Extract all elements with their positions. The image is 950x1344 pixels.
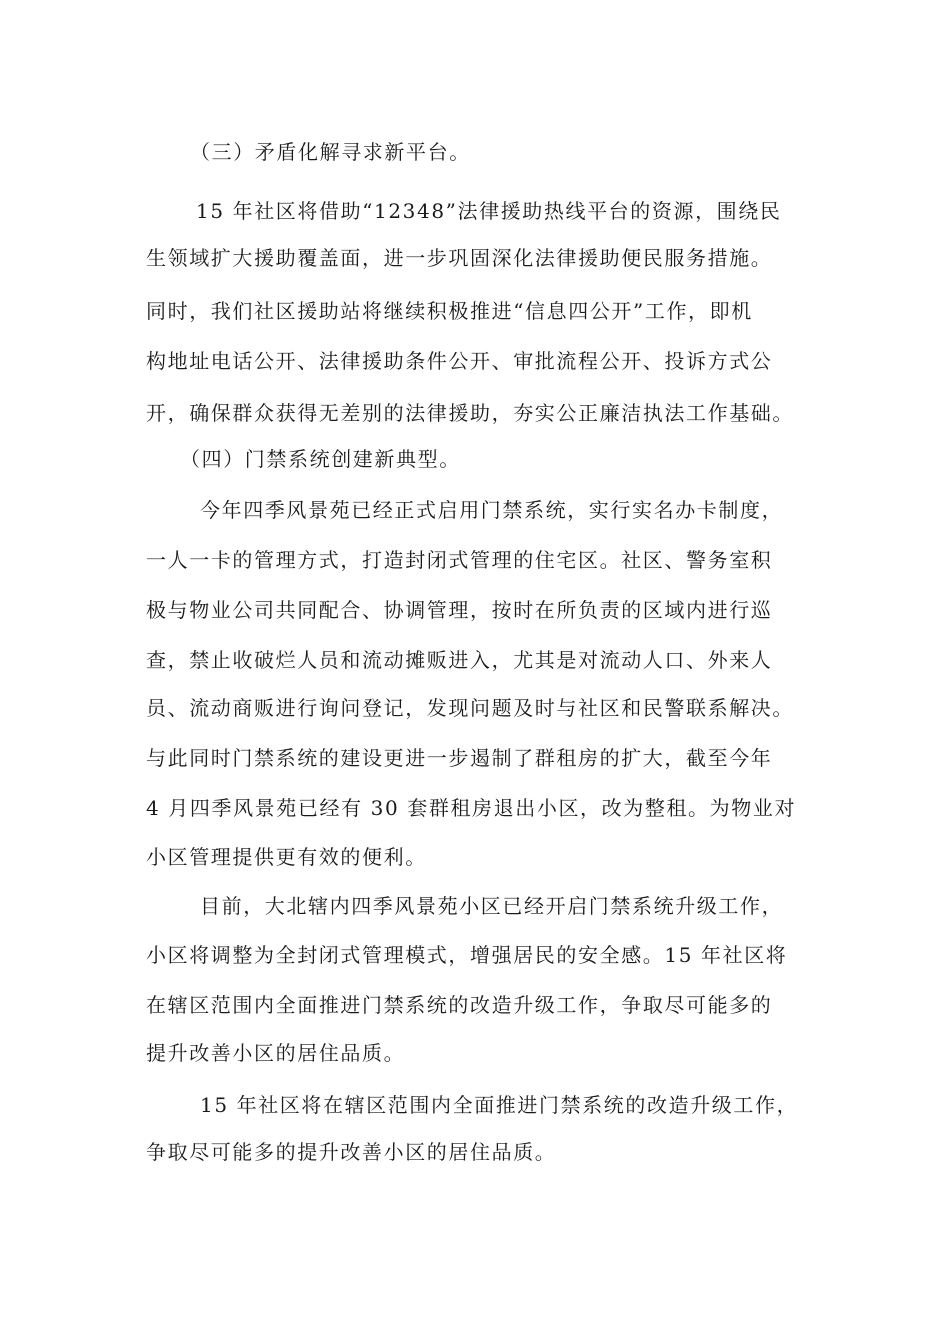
paragraph-line: 提升改善小区的居住品质。	[146, 1041, 406, 1065]
paragraph-line: 员、流动商贩进行询问登记，发现问题及时与社区和民警联系解决。	[146, 696, 794, 720]
paragraph-line: 小区将调整为全封闭式管理模式，增强居民的安全感。15 年社区将	[146, 943, 788, 967]
heading-three: （三）矛盾化解寻求新平台。	[190, 140, 471, 164]
paragraph-line: 在辖区范围内全面推进门禁系统的改造升级工作，争取尽可能多的	[146, 993, 773, 1017]
paragraph-line: 一人一卡的管理方式，打造封闭式管理的住宅区。社区、警务室积	[146, 548, 773, 572]
paragraph-line: 生领域扩大援助覆盖面，进一步巩固深化法律援助便民服务措施。	[146, 246, 773, 270]
paragraph-line: 开，确保群众获得无差别的法律援助，夯实公正廉洁执法工作基础。	[146, 401, 794, 425]
paragraph-line: 15 年社区将在辖区范围内全面推进门禁系统的改造升级工作，	[200, 1093, 799, 1117]
paragraph-line: 争取尽可能多的提升改善小区的居住品质。	[146, 1140, 557, 1164]
paragraph-line: 极与物业公司共同配合、协调管理，按时在所负责的区域内进行巡	[146, 598, 773, 622]
paragraph-line: 4 月四季风景苑已经有 30 套群租房退出小区，改为整租。为物业对	[146, 796, 797, 820]
paragraph-line: 构地址电话公开、法律援助条件公开、审批流程公开、投诉方式公	[146, 349, 773, 373]
paragraph-line: 与此同时门禁系统的建设更进一步遏制了群租房的扩大，截至今年	[146, 746, 773, 770]
paragraph-line: 15 年社区将借助“12348”法律援助热线平台的资源，围绕民	[196, 199, 782, 223]
paragraph-line: 今年四季风景苑已经正式启用门禁系统，实行实名办卡制度，	[200, 498, 784, 522]
paragraph-line: 查，禁止收破烂人员和流动摊贩进入，尤其是对流动人口、外来人	[146, 648, 773, 672]
paragraph-line: 同时，我们社区援助站将继续积极推进“信息四公开”工作，即机	[146, 299, 753, 323]
paragraph-line: 目前，大北辖内四季风景苑小区已经开启门禁系统升级工作，	[200, 894, 784, 918]
paragraph-line: 小区管理提供更有效的便利。	[146, 845, 427, 869]
heading-four: （四）门禁系统创建新典型。	[180, 447, 461, 471]
